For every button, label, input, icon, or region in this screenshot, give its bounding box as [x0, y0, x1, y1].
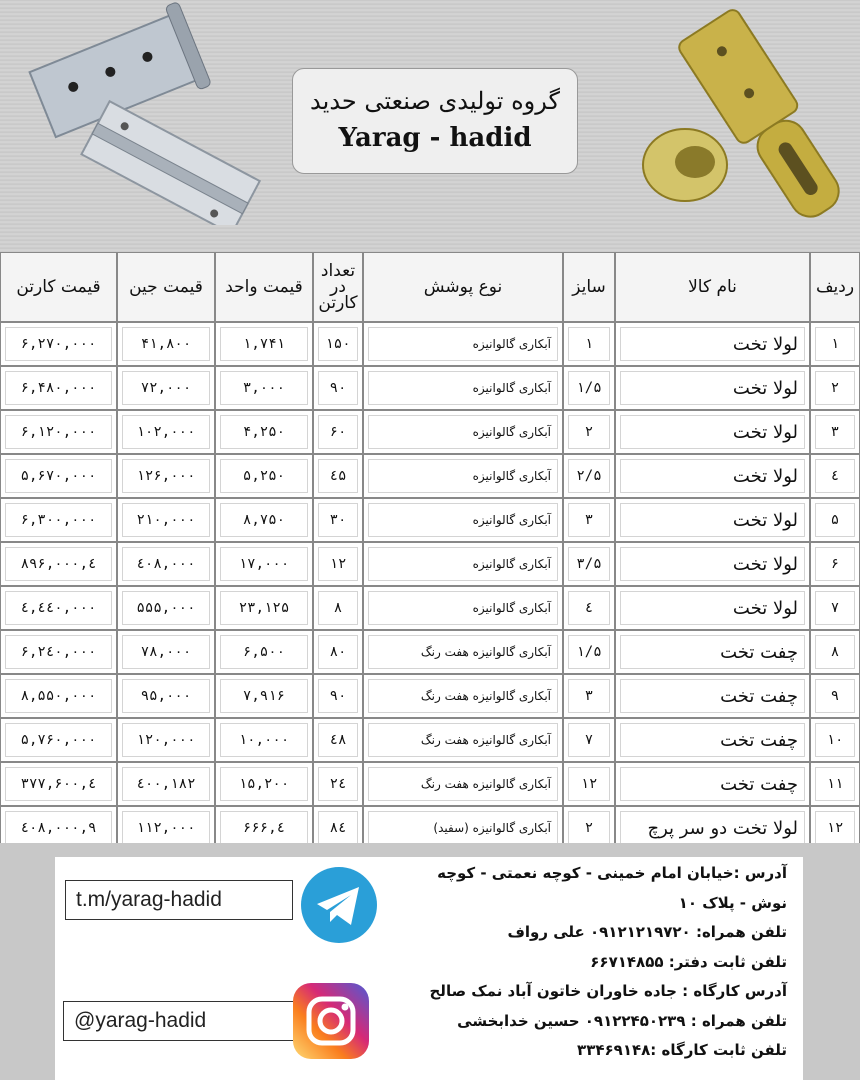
cell-size — [563, 454, 615, 498]
cell-coating — [363, 762, 563, 806]
product-name-value: لولا تخت — [620, 459, 805, 493]
row-number-value: ۱۱ — [815, 767, 855, 801]
cell-unit-price — [215, 718, 313, 762]
dozen-price-value: ۱۰۲,۰۰۰ — [122, 415, 210, 449]
dozen-price-value: ٤۰۸,۰۰۰ — [122, 547, 210, 581]
qty-per-carton-value: ۸ — [318, 591, 358, 625]
hasp-image-right — [640, 0, 840, 235]
title-box — [292, 68, 578, 174]
cell-size — [563, 674, 615, 718]
row-number-value: ۶ — [815, 547, 855, 581]
coating-value: آبکاری گالوانیزه — [368, 415, 558, 449]
qty-per-carton-value: ٤۸ — [318, 723, 358, 757]
cell-qty-per-carton — [313, 630, 363, 674]
cell-row-number — [810, 454, 860, 498]
cell-coating — [363, 586, 563, 630]
qty-per-carton-value: ۶۰ — [318, 415, 358, 449]
cell-carton-price — [0, 410, 117, 454]
header-qty-per-carton: تعداد در کارتن — [313, 252, 363, 322]
coating-value: آبکاری گالوانیزه — [368, 591, 558, 625]
instagram-link[interactable]: @yarag-hadid — [63, 1001, 295, 1041]
cell-product-name — [615, 542, 810, 586]
mobile-phone-1: تلفن همراه: ۰۹۱۲۱۲۱۹۷۲۰ علی رواف — [507, 923, 787, 941]
cell-size — [563, 586, 615, 630]
size-value: ۲ — [568, 415, 610, 449]
telegram-icon[interactable] — [299, 865, 379, 945]
cell-size — [563, 410, 615, 454]
row-number-value: ۵ — [815, 503, 855, 537]
carton-price-value: ۸,۵۵۰,۰۰۰ — [5, 679, 112, 713]
table-row — [0, 586, 860, 630]
row-number-value: ۷ — [815, 591, 855, 625]
product-name-value: لولا تخت دو سر پرچ — [620, 811, 805, 845]
cell-unit-price — [215, 498, 313, 542]
cell-unit-price — [215, 630, 313, 674]
header-product-name: نام کالا — [615, 252, 810, 322]
table-row — [0, 410, 860, 454]
size-value: ۳ — [568, 503, 610, 537]
dozen-price-value: ۴۱,۸۰۰ — [122, 327, 210, 361]
cell-qty-per-carton — [313, 498, 363, 542]
row-number-value: ۸ — [815, 635, 855, 669]
header — [0, 0, 860, 252]
size-value: ۱/۵ — [568, 635, 610, 669]
cell-size — [563, 366, 615, 410]
cell-dozen-price — [117, 498, 215, 542]
coating-value: آبکاری گالوانیزه — [368, 547, 558, 581]
cell-dozen-price — [117, 586, 215, 630]
cell-coating — [363, 366, 563, 410]
carton-price-value: ۶,۱۲۰,۰۰۰ — [5, 415, 112, 449]
coating-value: آبکاری گالوانیزه — [368, 459, 558, 493]
carton-price-value: ۶,۴۸۰,۰۰۰ — [5, 371, 112, 405]
product-name-value: لولا تخت — [620, 547, 805, 581]
cell-qty-per-carton — [313, 542, 363, 586]
row-number-value: ۲ — [815, 371, 855, 405]
header-coating: نوع پوشش — [363, 252, 563, 322]
unit-price-value: ۲۳,۱۲۵ — [220, 591, 308, 625]
qty-per-carton-value: ۱۲ — [318, 547, 358, 581]
qty-per-carton-value: ۳۰ — [318, 503, 358, 537]
contact-info — [357, 859, 787, 1066]
cell-size — [563, 498, 615, 542]
cell-product-name — [615, 366, 810, 410]
cell-qty-per-carton — [313, 674, 363, 718]
cell-coating — [363, 322, 563, 366]
dozen-price-value: ۷۲,۰۰۰ — [122, 371, 210, 405]
table-row — [0, 718, 860, 762]
qty-per-carton-value: ۸٤ — [318, 811, 358, 845]
product-name-value: لولا تخت — [620, 503, 805, 537]
dozen-price-value: ۷۸,۰۰۰ — [122, 635, 210, 669]
cell-carton-price — [0, 322, 117, 366]
product-name-value: چفت تخت — [620, 635, 805, 669]
cell-product-name — [615, 762, 810, 806]
product-name-value: چفت تخت — [620, 679, 805, 713]
unit-price-value: ۵,۲۵۰ — [220, 459, 308, 493]
telegram-link[interactable]: t.m/yarag-hadid — [65, 880, 293, 920]
qty-per-carton-value: ۹۰ — [318, 679, 358, 713]
cell-row-number — [810, 498, 860, 542]
cell-row-number — [810, 762, 860, 806]
cell-carton-price — [0, 718, 117, 762]
carton-price-value: ٤,۳۷۷,۶۰۰ — [5, 767, 112, 801]
carton-price-value: ۹,٤۰۸,۰۰۰ — [5, 811, 112, 845]
cell-size — [563, 762, 615, 806]
carton-price-value: ۶,۳۰۰,۰۰۰ — [5, 503, 112, 537]
cell-unit-price — [215, 366, 313, 410]
product-name-value: لولا تخت — [620, 591, 805, 625]
table-row — [0, 322, 860, 366]
unit-price-value: ۱۰,۰۰۰ — [220, 723, 308, 757]
size-value: ۳ — [568, 679, 610, 713]
coating-value: آبکاری گالوانیزه — [368, 327, 558, 361]
office-phone: تلفن ثابت دفتر: ۶۶۷۱۴۸۵۵ — [590, 952, 787, 971]
cell-dozen-price — [117, 322, 215, 366]
cell-unit-price — [215, 674, 313, 718]
cell-row-number — [810, 542, 860, 586]
coating-value: آبکاری گالوانیزه هفت رنگ — [368, 723, 558, 757]
cell-carton-price — [0, 542, 117, 586]
coating-value: آبکاری گالوانیزه هفت رنگ — [368, 635, 558, 669]
carton-price-value: ٤,۸۹۶,۰۰۰ — [5, 547, 112, 581]
table-row — [0, 498, 860, 542]
unit-price-value: ۶,۵۰۰ — [220, 635, 308, 669]
cell-unit-price — [215, 762, 313, 806]
cell-product-name — [615, 322, 810, 366]
row-number-value: ۳ — [815, 415, 855, 449]
cell-carton-price — [0, 762, 117, 806]
cell-dozen-price — [117, 410, 215, 454]
cell-row-number — [810, 674, 860, 718]
cell-dozen-price — [117, 674, 215, 718]
cell-qty-per-carton — [313, 410, 363, 454]
carton-price-value: ۵,۷۶۰,۰۰۰ — [5, 723, 112, 757]
unit-price-value: ۸,۷۵۰ — [220, 503, 308, 537]
product-name-value: لولا تخت — [620, 371, 805, 405]
hinge-image-left — [15, 0, 265, 225]
product-name-value: لولا تخت — [620, 327, 805, 361]
cell-coating — [363, 454, 563, 498]
cell-size — [563, 718, 615, 762]
address-line-1: آدرس :خیابان امام خمینی - کوچه نعمتی - کوچه — [437, 864, 787, 882]
unit-price-value: ۴,۲۵۰ — [220, 415, 308, 449]
table-header-row — [0, 252, 860, 322]
size-value: ۱/۵ — [568, 371, 610, 405]
coating-value: آبکاری گالوانیزه — [368, 371, 558, 405]
carton-price-value: ۵,۶۷۰,۰۰۰ — [5, 459, 112, 493]
dozen-price-value: ۹۵,۰۰۰ — [122, 679, 210, 713]
table-row — [0, 454, 860, 498]
cell-unit-price — [215, 322, 313, 366]
cell-unit-price — [215, 410, 313, 454]
cell-product-name — [615, 718, 810, 762]
dozen-price-value: ۲۱۰,۰۰۰ — [122, 503, 210, 537]
unit-price-value: ۱۵,۲۰۰ — [220, 767, 308, 801]
qty-per-carton-value: ۲٤ — [318, 767, 358, 801]
qty-per-carton-value: ۱۵۰ — [318, 327, 358, 361]
cell-size — [563, 542, 615, 586]
cell-unit-price — [215, 542, 313, 586]
coating-value: آبکاری گالوانیزه هفت رنگ — [368, 767, 558, 801]
cell-coating — [363, 674, 563, 718]
address-line-2: نوش - پلاک ۱۰ — [678, 893, 787, 912]
header-carton-price: قیمت کارتن — [0, 252, 117, 322]
cell-product-name — [615, 454, 810, 498]
coating-value: آبکاری گالوانیزه (سفید) — [368, 811, 558, 845]
carton-price-value: ۶,۲۷۰,۰۰۰ — [5, 327, 112, 361]
cell-qty-per-carton — [313, 366, 363, 410]
cell-coating — [363, 498, 563, 542]
table-row — [0, 366, 860, 410]
cell-coating — [363, 630, 563, 674]
row-number-value: ٤ — [815, 459, 855, 493]
cell-row-number — [810, 322, 860, 366]
cell-product-name — [615, 674, 810, 718]
size-value: ۷ — [568, 723, 610, 757]
dozen-price-value: ۵۵۵,۰۰۰ — [122, 591, 210, 625]
table-row — [0, 630, 860, 674]
cell-coating — [363, 718, 563, 762]
qty-per-carton-value: ۹۰ — [318, 371, 358, 405]
cell-size — [563, 322, 615, 366]
dozen-price-value: ۱۱۲,۰۰۰ — [122, 811, 210, 845]
cell-qty-per-carton — [313, 762, 363, 806]
price-table — [0, 252, 860, 850]
cell-dozen-price — [117, 454, 215, 498]
cell-product-name — [615, 410, 810, 454]
cell-coating — [363, 542, 563, 586]
header-row-number: ردیف — [810, 252, 860, 322]
instagram-icon[interactable] — [291, 981, 371, 1061]
cell-qty-per-carton — [313, 454, 363, 498]
size-value: ۳/۵ — [568, 547, 610, 581]
coating-value: آبکاری گالوانیزه هفت رنگ — [368, 679, 558, 713]
coating-value: آبکاری گالوانیزه — [368, 503, 558, 537]
unit-price-value: ۱,۷۴۱ — [220, 327, 308, 361]
cell-carton-price — [0, 586, 117, 630]
unit-price-value: ۷,۹۱۶ — [220, 679, 308, 713]
cell-unit-price — [215, 586, 313, 630]
cell-row-number — [810, 366, 860, 410]
cell-size — [563, 630, 615, 674]
product-name-value: چفت تخت — [620, 723, 805, 757]
cell-dozen-price — [117, 366, 215, 410]
cell-row-number — [810, 410, 860, 454]
contact-card — [55, 857, 803, 1080]
qty-per-carton-value: ۸۰ — [318, 635, 358, 669]
company-title-persian: گروه تولیدی صنعتی حدید — [310, 87, 560, 115]
table-row — [0, 542, 860, 586]
header-unit-price: قیمت واحد — [215, 252, 313, 322]
cell-qty-per-carton — [313, 586, 363, 630]
cell-dozen-price — [117, 630, 215, 674]
cell-dozen-price — [117, 762, 215, 806]
size-value: ۱ — [568, 327, 610, 361]
carton-price-value: ۶,۲٤۰,۰۰۰ — [5, 635, 112, 669]
cell-carton-price — [0, 454, 117, 498]
workshop-address: آدرس کارگاه : جاده خاوران خاتون آباد نمک صالح — [429, 982, 787, 1000]
header-size: سایز — [563, 252, 615, 322]
cell-row-number — [810, 718, 860, 762]
company-title-english: Yarag - hadid — [338, 123, 532, 153]
cell-dozen-price — [117, 718, 215, 762]
cell-coating — [363, 410, 563, 454]
table-row — [0, 674, 860, 718]
size-value: ٤ — [568, 591, 610, 625]
unit-price-value: ٤,۶۶۶ — [220, 811, 308, 845]
cell-qty-per-carton — [313, 322, 363, 366]
unit-price-value: ۳,۰۰۰ — [220, 371, 308, 405]
cell-carton-price — [0, 674, 117, 718]
size-value: ۱۲ — [568, 767, 610, 801]
dozen-price-value: ۱۲۶,۰۰۰ — [122, 459, 210, 493]
cell-row-number — [810, 586, 860, 630]
cell-carton-price — [0, 498, 117, 542]
size-value: ۲ — [568, 811, 610, 845]
size-value: ۲/۵ — [568, 459, 610, 493]
cell-unit-price — [215, 454, 313, 498]
row-number-value: ۱۲ — [815, 811, 855, 845]
cell-product-name — [615, 586, 810, 630]
row-number-value: ۱۰ — [815, 723, 855, 757]
row-number-value: ۱ — [815, 327, 855, 361]
dozen-price-value: ۱۲۰,۰۰۰ — [122, 723, 210, 757]
header-dozen-price: قیمت جین — [117, 252, 215, 322]
mobile-phone-2: تلفن همراه : ۰۹۱۲۲۴۵۰۲۳۹ حسین خدابخشی — [457, 1011, 787, 1030]
unit-price-value: ۱۷,۰۰۰ — [220, 547, 308, 581]
cell-carton-price — [0, 630, 117, 674]
cell-qty-per-carton — [313, 718, 363, 762]
cell-product-name — [615, 498, 810, 542]
dozen-price-value: ۱۸۲,٤۰۰ — [122, 767, 210, 801]
cell-dozen-price — [117, 542, 215, 586]
qty-per-carton-value: ٤۵ — [318, 459, 358, 493]
workshop-phone: تلفن ثابت کارگاه :۳۳۴۶۹۱۴۸ — [577, 1041, 787, 1059]
table-body — [0, 322, 860, 850]
product-name-value: لولا تخت — [620, 415, 805, 449]
carton-price-value: ٤,٤٤۰,۰۰۰ — [5, 591, 112, 625]
cell-row-number — [810, 630, 860, 674]
row-number-value: ۹ — [815, 679, 855, 713]
table-row — [0, 762, 860, 806]
product-name-value: چفت تخت — [620, 767, 805, 801]
cell-product-name — [615, 630, 810, 674]
cell-carton-price — [0, 366, 117, 410]
